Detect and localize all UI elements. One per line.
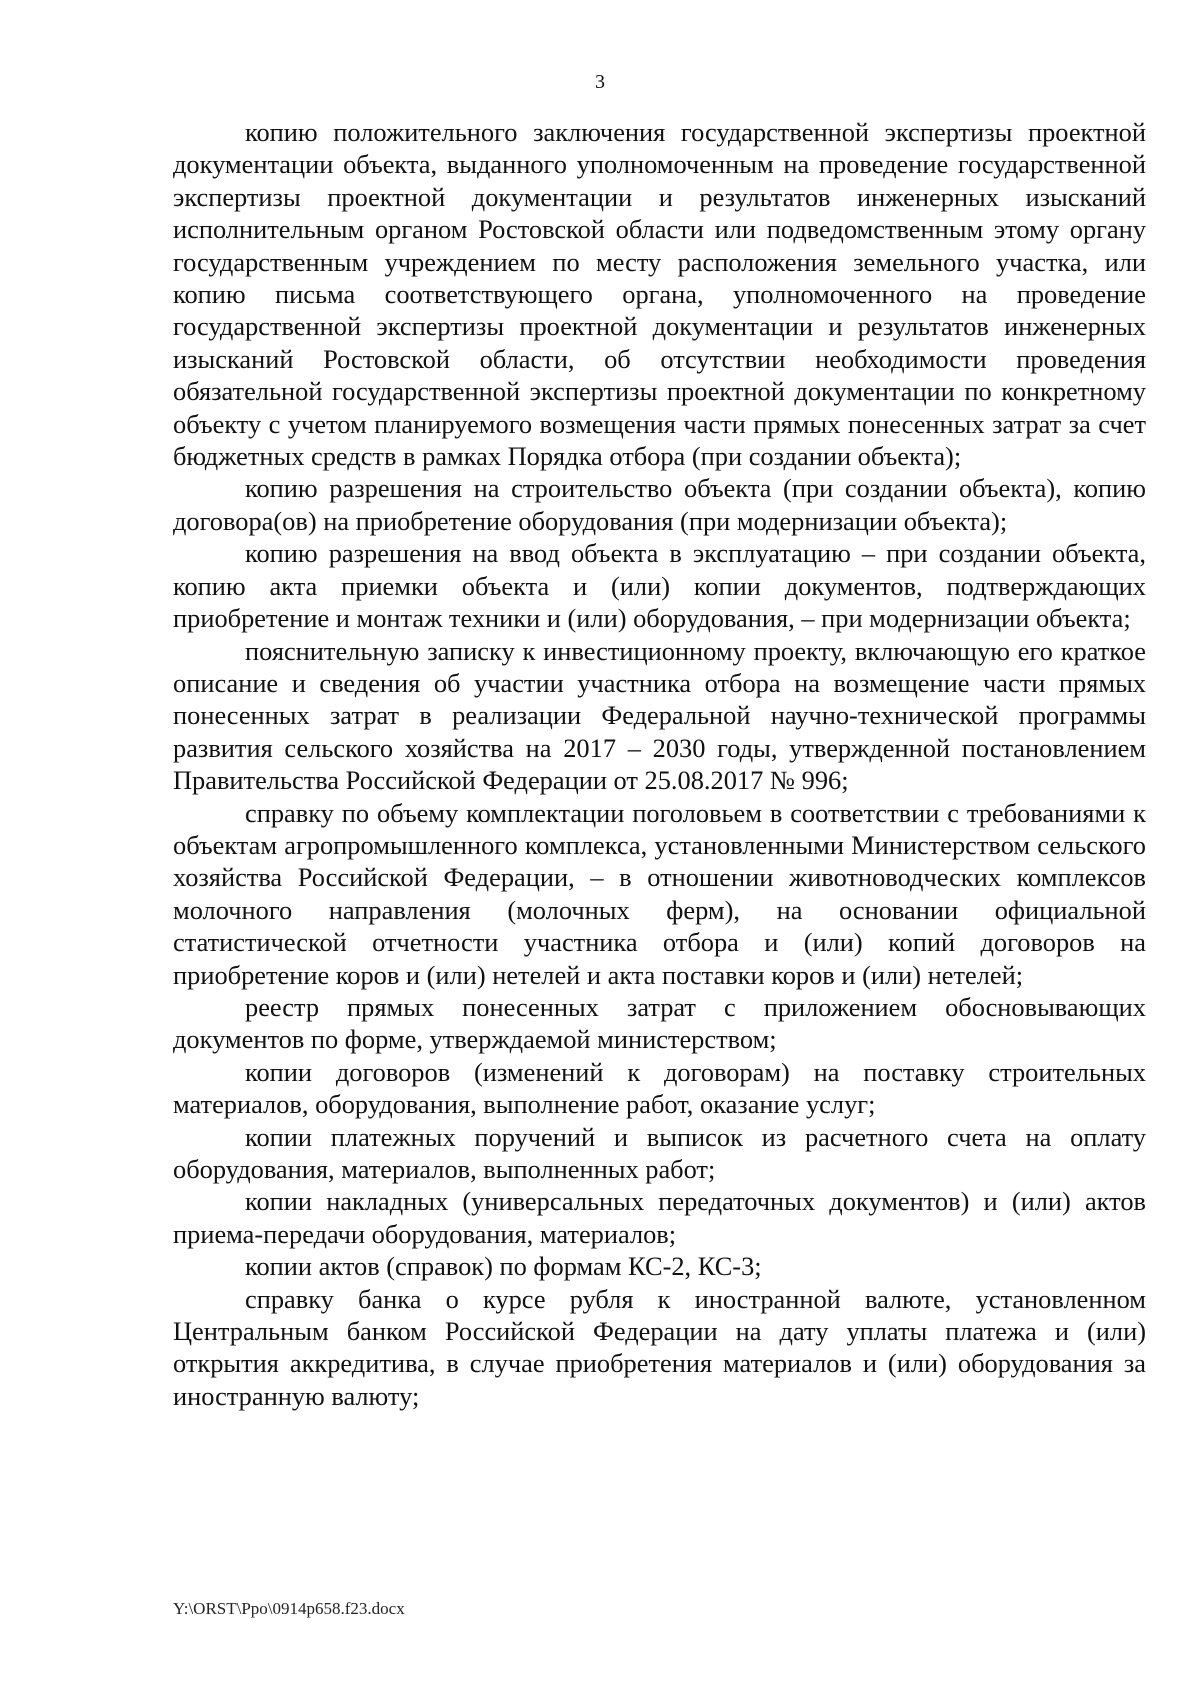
paragraph-expertise-conclusion: копию положительного заключения государственной экспертизы проектной документации объекта, выданного уполномоченным на проведение государственной экспертизы проектной документации и результатов инженерных изысканий исполнительным органом Ростовской области или подведомственным этому органу государственным учреждением по месту расположения земельного участка, или копию письма соответствующего органа, уполномоченного на проведение государственной экспертизы проектной документации и результатов инженерных изысканий Ростовской области, об отсутствии необходимости проведения обязательной государственной экспертизы проектной документации по конкретному объекту с учетом планируемого возмещения части прямых понесенных затрат за счет бюджетных средств в рамках Порядка отбора (при создании объекта);	[173, 117, 1146, 472]
paragraph-explanatory-note: пояснительную записку к инвестиционному проекту, включающую его краткое описание и сведения об участии участника отбора на возмещение части прямых понесенных затрат в реализации Федеральной научно-технической программы развития сельского хозяйства на 2017 – 2030 годы, утвержденной постановлением Правительства Российской Федерации от 25.08.2017 № 996;	[173, 635, 1146, 796]
paragraph-ks-acts: копии актов (справок) по формам КС-2, КС-3;	[245, 1251, 762, 1282]
paragraph-commissioning-permit: копию разрешения на ввод объекта в эксплуатацию – при создании объекта, копию акта приемки объекта и (или) копии документов, подтверждающих приобретение и монтаж техники и (или) оборудования, – при модернизации объекта;	[173, 538, 1146, 634]
paragraph-waybills: копии накладных (универсальных передаточных документов) и (или) актов приема-передачи оборудования, материалов;	[173, 1186, 1146, 1249]
paragraph-supply-contracts: копии договоров (изменений к договорам) на поставку строительных материалов, оборудования, выполнение работ, оказание услуг;	[173, 1056, 1146, 1120]
page-number: 3	[595, 71, 605, 93]
footer-file-path: Y:\ORST\Ppo\0914p658.f23.docx	[173, 1599, 405, 1618]
document-body	[173, 116, 1146, 1412]
paragraph-payment-orders: копии платежных поручений и выписок из расчетного счета на оплату оборудования, материалов, выполненных работ;	[173, 1121, 1146, 1184]
paragraph-cost-register: реестр прямых понесенных затрат с приложением обосновывающих документов по форме, утверждаемой министерством;	[173, 991, 1146, 1055]
paragraph-construction-permit: копию разрешения на строительство объекта (при создании объекта), копию договора(ов) на приобретение оборудования (при модернизации объекта);	[173, 473, 1146, 536]
paragraph-bank-rate-certificate: справку банка о курсе рубля к иностранной валюте, установленном Центральным банком Российской Федерации на дату уплаты платежа и (или) открытия аккредитива, в случае приобретения материалов и (или) оборудования за иностранную валюту;	[173, 1283, 1146, 1411]
paragraph-livestock-certificate: справку по объему комплектации поголовьем в соответствии с требованиями к объектам агропромышленного комплекса, установленными Министерством сельского хозяйства Российской Федерации, – в отношении животноводческих комплексов молочного направления (молочных ферм), на основании официальной статистической отчетности участника отбора и (или) копий договоров на приобретение коров и (или) нетелей и акта поставки коров и (или) нетелей;	[173, 797, 1146, 990]
